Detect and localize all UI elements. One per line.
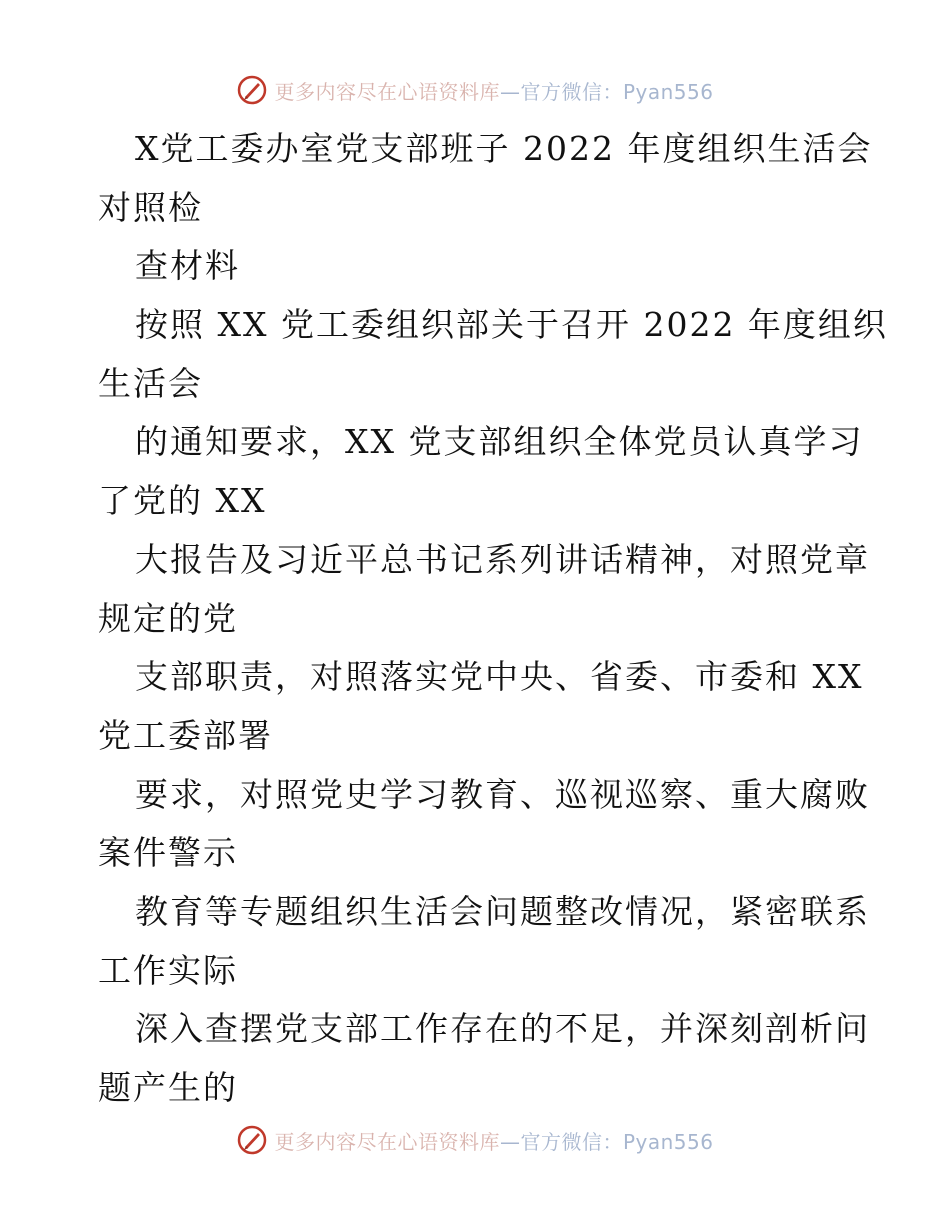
- quill-logo-icon: [236, 1124, 268, 1156]
- document-line: 规定的党: [98, 598, 238, 638]
- watermark-site: 更多内容尽在心语资料库: [274, 1129, 500, 1154]
- document-line: 查材料: [135, 246, 240, 286]
- document-line: 要求，对照党史学习教育、巡视巡察、重大腐败: [135, 774, 870, 814]
- document-line: 生活会: [98, 363, 203, 403]
- watermark-text: [274, 76, 713, 105]
- watermark-site: 更多内容尽在心语资料库: [274, 79, 500, 104]
- document-line: 案件警示: [98, 833, 238, 873]
- watermark-text: [274, 1126, 713, 1155]
- document-line: 的通知要求，XX 党支部组织全体党员认真学习: [135, 422, 864, 462]
- document-line: 党工委部署: [98, 715, 273, 755]
- watermark-header: [0, 70, 950, 110]
- quill-logo-icon: [236, 74, 268, 106]
- watermark-wechat: —官方微信：Pyan556: [499, 79, 714, 104]
- document-line: 按照 XX 党工委组织部关于召开 2022 年度组织: [135, 305, 888, 345]
- document-line: 对照检: [98, 187, 203, 227]
- document-line: 工作实际: [98, 950, 238, 990]
- document-body: [98, 120, 888, 1118]
- document-line: 了党的 XX: [98, 481, 267, 521]
- document-line: X党工委办室党支部班子 2022 年度组织生活会: [135, 129, 873, 168]
- document-line: 教育等专题组织生活会问题整改情况，紧密联系: [135, 891, 870, 931]
- document-line: 支部职责，对照落实党中央、省委、市委和 XX: [135, 657, 864, 697]
- watermark-wechat: —官方微信：Pyan556: [499, 1129, 714, 1154]
- document-line: 深入查摆党支部工作存在的不足，并深刻剖析问: [135, 1009, 870, 1049]
- watermark-footer: [0, 1120, 950, 1160]
- document-line: 大报告及习近平总书记系列讲话精神，对照党章: [135, 539, 870, 579]
- document-line: 题产生的: [98, 1068, 238, 1107]
